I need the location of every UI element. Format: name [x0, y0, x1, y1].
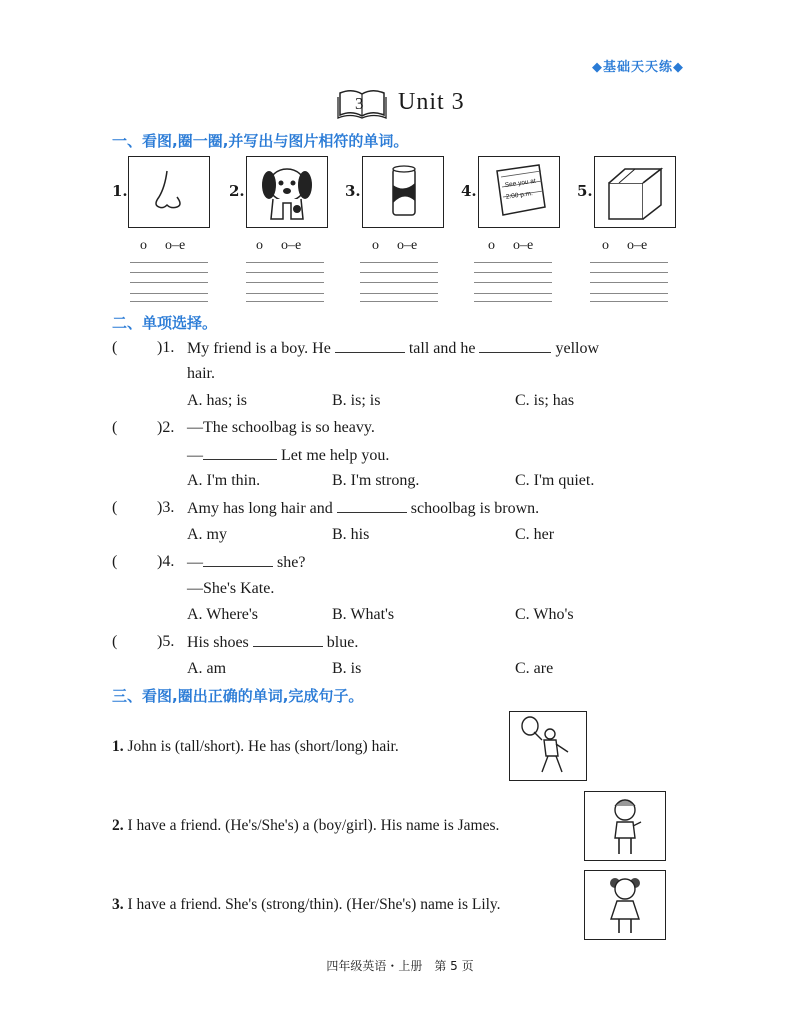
pic-number: 3. — [345, 182, 361, 200]
question-stem-cont: — Let me help you. — [187, 447, 390, 464]
choice-o[interactable]: o — [256, 238, 263, 253]
choice-o[interactable]: o — [602, 238, 609, 253]
section2-title: 二、单项选择。 — [112, 314, 218, 332]
question-stem: His shoes blue. — [187, 634, 359, 651]
answer-blank[interactable] — [253, 632, 323, 647]
page-footer: 四年级英语・上册 第 5 页 — [326, 959, 474, 973]
note-line-1: See you at — [504, 177, 537, 189]
sentence: 1. John is (tall/short). He has (short/long) hair. — [112, 738, 399, 755]
question-number: )4. — [157, 553, 175, 570]
cola-can-icon — [363, 157, 443, 227]
option-b[interactable]: B. his — [332, 526, 370, 543]
answer-blank[interactable] — [337, 498, 407, 513]
pic-number: 5. — [577, 182, 593, 200]
choice-o[interactable]: o — [140, 238, 147, 253]
choice-o-e[interactable]: o–e — [281, 238, 302, 253]
open-book-icon — [336, 85, 388, 119]
box-icon — [595, 157, 675, 227]
nose-icon — [129, 157, 209, 227]
note-paper-icon — [479, 157, 559, 227]
answer-blank[interactable] — [479, 338, 551, 353]
unit-heading — [336, 84, 465, 120]
note-line-2: 2:00 p.m. — [505, 190, 534, 201]
sentence: 2. I have a friend. (He's/She's) a (boy/girl). His name is James. — [112, 817, 500, 834]
question-stem-cont: hair. — [187, 365, 215, 382]
unit-number: 3 — [355, 94, 364, 113]
answer-paren[interactable]: ( — [112, 633, 118, 650]
option-a[interactable]: A. Where's — [187, 606, 259, 623]
answer-paren[interactable]: ( — [112, 553, 118, 570]
question-number: )1. — [157, 339, 175, 356]
option-c[interactable]: C. are — [515, 660, 554, 677]
answer-blank[interactable] — [203, 445, 277, 460]
corner-tag: ◆基础天天练◆ — [592, 60, 684, 75]
picture-box — [584, 870, 666, 940]
pic-number: 2. — [229, 182, 245, 200]
answer-blank[interactable] — [335, 338, 405, 353]
answer-paren[interactable]: ( — [112, 339, 118, 356]
option-a[interactable]: A. my — [187, 526, 227, 543]
option-a[interactable]: A. am — [187, 660, 227, 677]
section3-title: 三、看图,圈出正确的单词,完成句子。 — [112, 687, 364, 705]
question-number: )2. — [157, 419, 175, 436]
choice-o-e[interactable]: o–e — [513, 238, 534, 253]
question-number: )3. — [157, 499, 175, 516]
picture-box — [128, 156, 210, 228]
pic-number: 4. — [461, 182, 477, 200]
option-b[interactable]: B. is — [332, 660, 362, 677]
choice-o[interactable]: o — [488, 238, 495, 253]
section1-title: 一、看图,圈一圈,并写出与图片相符的单词。 — [112, 132, 409, 150]
option-b[interactable]: B. What's — [332, 606, 395, 623]
boy-icon — [585, 792, 665, 860]
answer-blank[interactable] — [203, 552, 273, 567]
option-b[interactable]: B. I'm strong. — [332, 472, 420, 489]
picture-box — [246, 156, 328, 228]
picture-box — [478, 156, 560, 228]
unit-title: Unit 3 — [398, 88, 465, 115]
answer-paren[interactable]: ( — [112, 499, 118, 516]
picture-box — [584, 791, 666, 861]
dog-icon — [247, 157, 327, 227]
option-c[interactable]: C. Who's — [515, 606, 574, 623]
option-c[interactable]: C. I'm quiet. — [515, 472, 595, 489]
sentence: 3. I have a friend. She's (strong/thin). (Her/She's) name is Lily. — [112, 896, 501, 913]
question-stem: — she? — [187, 554, 306, 571]
option-c[interactable]: C. is; has — [515, 392, 575, 409]
option-c[interactable]: C. her — [515, 526, 555, 543]
tennis-player-icon — [510, 712, 586, 780]
choice-o-e[interactable]: o–e — [165, 238, 186, 253]
picture-box — [594, 156, 676, 228]
choice-o-e[interactable]: o–e — [627, 238, 648, 253]
option-b[interactable]: B. is; is — [332, 392, 381, 409]
picture-box — [509, 711, 587, 781]
choice-o[interactable]: o — [372, 238, 379, 253]
pic-number: 1. — [112, 182, 128, 200]
answer-paren[interactable]: ( — [112, 419, 118, 436]
girl-icon — [585, 871, 665, 939]
choice-o-e[interactable]: o–e — [397, 238, 418, 253]
question-stem-cont: —She's Kate. — [187, 580, 275, 597]
option-a[interactable]: A. has; is — [187, 392, 247, 409]
question-stem: Amy has long hair and schoolbag is brown. — [187, 500, 540, 517]
question-stem: —The schoolbag is so heavy. — [187, 419, 375, 436]
picture-box — [362, 156, 444, 228]
question-number: )5. — [157, 633, 175, 650]
option-a[interactable]: A. I'm thin. — [187, 472, 261, 489]
question-stem: My friend is a boy. He tall and he yellow — [187, 340, 600, 357]
